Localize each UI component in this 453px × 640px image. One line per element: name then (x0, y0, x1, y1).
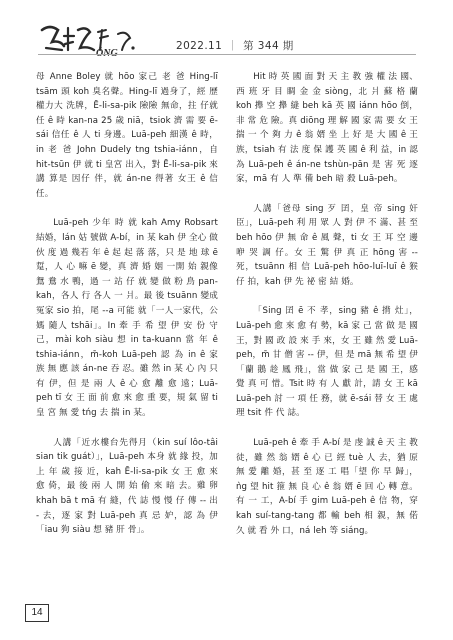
paragraph: 母 Anne Boley 就 hōo 家己 老 爸 Hing-lī tsām 頭 koh 臭名聲。Hing-lī 過身了，經 歷權力大 洗牌，Ē-li-sa-pik 險險 無命，拄 仔就 任 ê 時 kan-na 25 歲 niā，tsiok 濟 需 要 ē-sái 信任 ê 人 ti 身邊。Luā-peh 細漢 ê 時，in 老 爸 John Dudely tng tshia-iánn，自 hit-tsūn 伊 就 ti 皇宮 出入，對 Ē-li-sa-pik 來 講 算是 因仔 伴，就 án-ne 得著 女王 ê 信任。 (36, 72, 218, 199)
header-divider (38, 54, 416, 55)
article-column-right (236, 70, 418, 553)
page-number: 14 (25, 604, 49, 622)
paragraph: Luā-peh 少年 時 就 kah Amy Robsart 結婚，lán 姑 號做 A-bí，in 某 kah 伊 全心 做伙 度 過 幾若 年 ê 起 起 落 落，只 是 地 球 ē 踅，人 心 嘛 ē 變，真 濟 婚 姻 一開 始 親像 鴛 鴦 水 鴨，過 一 站 仔 就 變 做 粉 鳥 pan-kah，各人 行 各人 一 爿。最 後 tsuānn 變成 冤家 sio 拍，尾 --a 可能 就「一人一家代，公 媽 隨人 tshāi」。In 牽 手 希 望 伊 安 份 守 己，mài koh siàu 想 in ta-kuann 當 年 ê tshia-iánn，m̄-koh Luā-peh 認 為 in ê 家 族 無 應 該 án-ne 吞 忍。雖 然 in 某 心 內 只 有 伊，但 是 兩 人 ê 心 愈 離 愈 遠；Luā-peh tī 女 王 面 前 愈 來 愈 重 要，規 氣 留 ti 皇 宮 無 愛 tńg 去 揣 in 某。 (36, 218, 218, 419)
paragraph: 「Sing 囝 ē 不 孝，sing 豬 ê 揹 灶」，Luā-peh 愈 來 愈 有 勢，kā 家 己 當 做 是 國 王，對 國 政 設 來 手 來，女 王 雖 然 愛 Luā-peh，m̄ 甘 僧 害 -- 伊，但 是 mā 無 希 望 伊「蘭 鵝 趁 鳳 飛」，當 做 家 己 是 國 王，感 覺 真 可 惜。Tsit 時 有 人 獻 計，請 女 王 kā Luā-peh 討 一 項 任 務，就 ē-sái 替 女 王 處 理 tsit 件 代 誌。 (236, 306, 418, 419)
issue-info (176, 38, 294, 53)
issue-date: 2022.11 (176, 40, 223, 52)
article-column-left (36, 70, 218, 553)
paragraph: Hit 時 英 國 面 對 天 主 教 強 權 法 國、西 班 牙 目 睭 金 金 siòng，北 爿 蘇 格 蘭 koh 攑 空 攑 縫 beh kā 英 國 iánn hōo 倒，非 常 危 險。真 diōng 理 解 國 家 需 要 女 王 揣 一 个 夠 力 ê 翁 婿 坐 上 好 是 大 國 ê 王 族，tsiah 有 法 度 保 護 英 國 ê 利 益，in 認 為 Luā-peh ê án-ne tshùn-pān 是 害 死 逐 家，mā 有 人 準 備 beh 暗 殺 Luā-peh。 (236, 72, 418, 185)
issue-separator: ｜ (227, 40, 239, 52)
issue-number: 第 344 期 (243, 40, 294, 52)
paragraph: Luā-peh ê 牽 手 A-bí 是 虔 誠 ê 天 主 教 徒，雖 然 翁 婿 ê 心 已 經 tuè 人 去，猶 原 無 愛 離 婚，甚 至 逐 工 唱「望 你 早 歸」，ǹg 望 hit 箍 無 良 心 ê 翁 婿 ē 回 心 轉 意。有 一 工，A-bí 手 gim Luā-peh ê 信 物，穿 kah suí-tang-tang 都 輸 beh 相 親，無 偌 久 就 看 外 口，ná leh 等 siáng。 (236, 438, 418, 536)
page-header (0, 0, 453, 62)
paragraph: 人講「爸母 sing 歹 囝，皇 帝 sing 奸 臣」，Luā-peh 利 用 眾 人 對 伊 不 滿、甚 至 beh hōo 伊 無 命 ê 風 聲，ti 女 王 耳 空 邊 咿 哭 調 仔。女 王 驚 伊 真 正 hōng 害 -- 死，tsuānn 相 信 Luā-peh hōo-luī-luī ê 猴 仔 拍，kah 伊 先 祕 密 結 婚。 (236, 203, 418, 287)
paragraph: 人講「近水樓台先得月（kin suí lôo-tâi sian tik guát）」，Luā-peh 本身 就 緣 投，加 上 年 歲 接 近，kah Ē-li-sa-pik 女 王 愈 來 愈 倚，最 後 兩 人 開 始 偷 來 暗 去。雞 卵 khah bā t mā 有 縫，代 誌 慢 慢 仔 傳 -- 出 - 去，逐 家 對 Luā-peh 真 忌 妒，認 為 伊「iau 狗 siàu 想 豬 肝 骨」。 (36, 437, 218, 536)
svg-text:ÔNG (96, 46, 118, 59)
